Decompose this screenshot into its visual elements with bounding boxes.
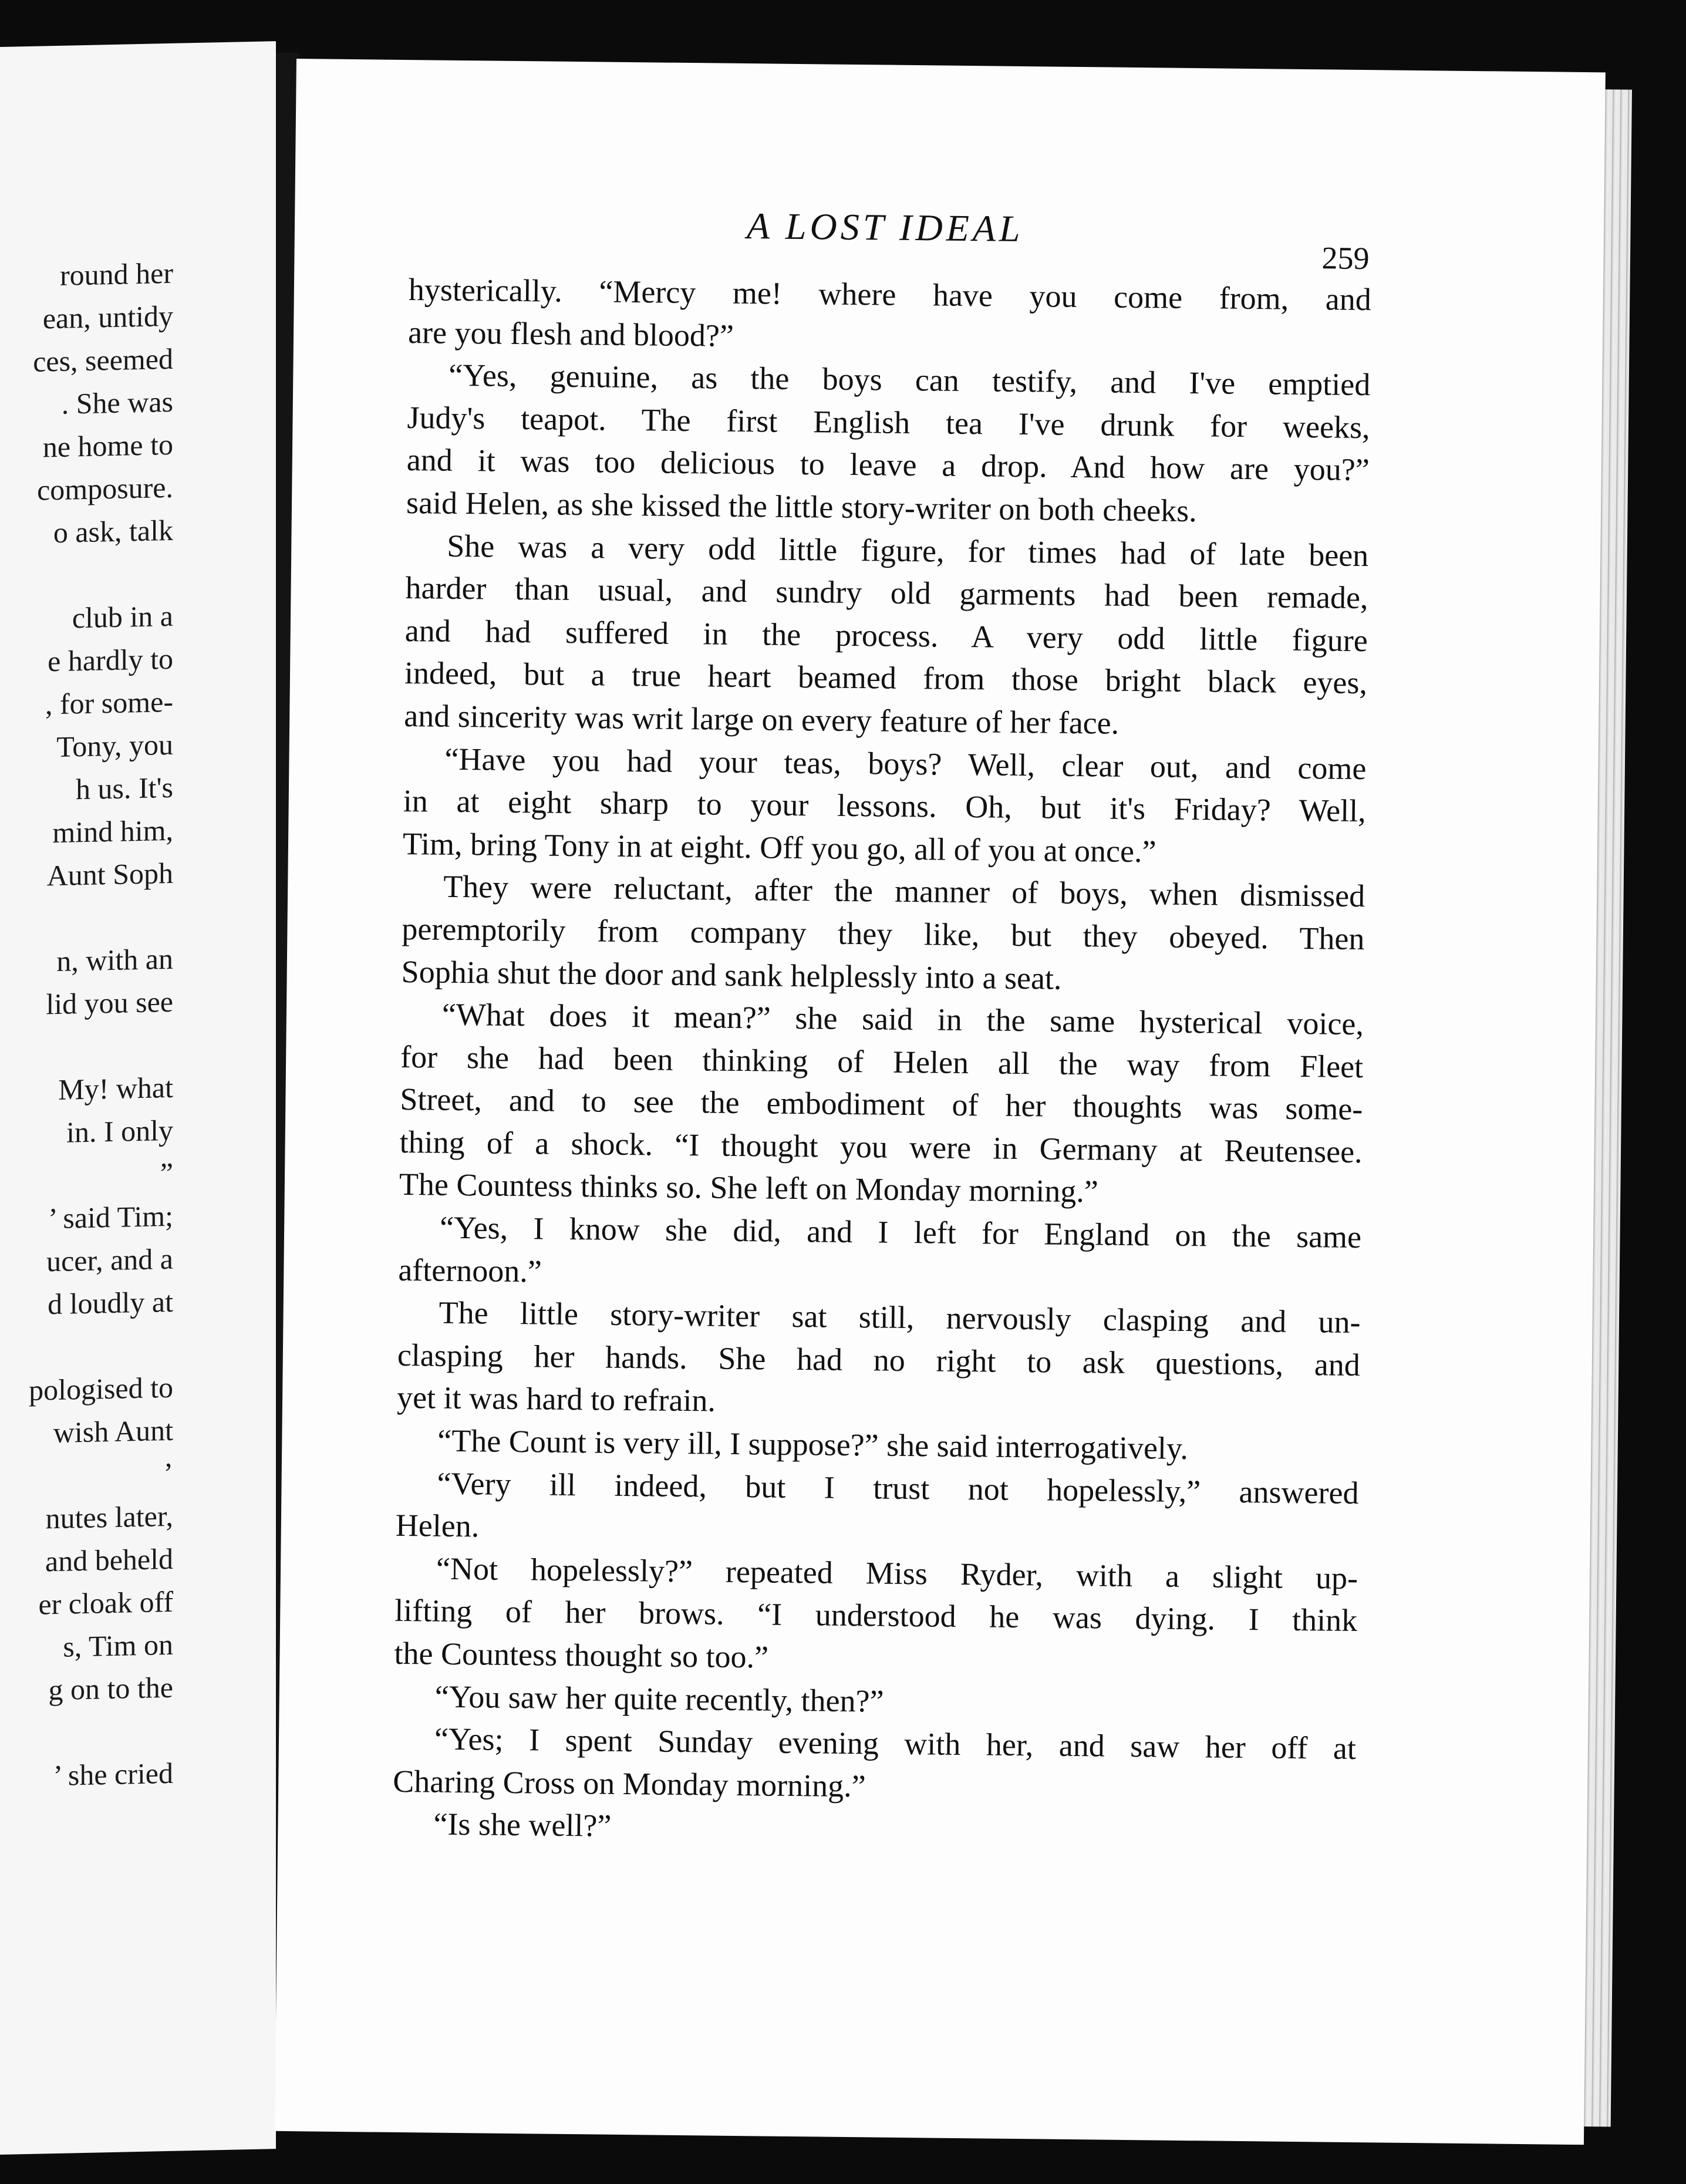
text-line: “Yes, genuine, as the boys can testify, and I've emptied	[449, 357, 1371, 403]
left-page-line: , for some-	[45, 685, 173, 721]
text-line: in at eight sharp to your lessons. Oh, but it's Friday? Well,	[403, 783, 1366, 829]
text-line: She was a very odd little figure, for times had of late been	[447, 528, 1369, 573]
left-page-line	[29, 552, 173, 598]
text-line: said Helen, as she kissed the little story-writer on both cheeks.	[406, 484, 1198, 529]
left-page-line: pologised to	[29, 1370, 173, 1407]
left-page-line: h us. It's	[76, 770, 173, 806]
text-line: for she had been thinking of Helen all the way from Fleet	[400, 1039, 1364, 1084]
left-page-line: round her	[60, 256, 173, 292]
text-line: thing of a shock. “I thought you were in Germany at Reutensee.	[399, 1124, 1363, 1169]
text-line: “Is she well?”	[433, 1806, 612, 1844]
left-page-line: ’ she cried	[53, 1756, 173, 1792]
running-head: A LOST IDEAL	[746, 205, 1024, 250]
left-page-line: e hardly to	[48, 642, 173, 678]
left-page-line: er cloak off	[38, 1585, 173, 1621]
body-text	[392, 268, 1371, 1855]
text-line: hysterically. “Mercy me! where have you come from, and	[408, 272, 1372, 318]
text-line: “The Count is very ill, I suppose?” she said interrogatively.	[437, 1423, 1189, 1467]
left-page-line: lid you see	[46, 985, 173, 1021]
text-line: indeed, but a true heart beamed from those bright black eyes,	[404, 655, 1368, 701]
right-page	[275, 59, 1606, 2145]
text-line: the Countess thought so too.”	[394, 1635, 769, 1675]
text-line: lifting of her brows. “I understood he was dying. I think	[394, 1593, 1358, 1639]
text-line: yet it was hard to refrain.	[396, 1380, 716, 1419]
left-page-line: s, Tim on	[63, 1627, 173, 1663]
text-line: Helen.	[395, 1508, 480, 1544]
text-line: “You saw her quite recently, then?”	[434, 1679, 884, 1719]
left-page-line: and beheld	[45, 1542, 173, 1578]
left-page	[0, 41, 276, 2155]
left-page-line: ’ said Tim;	[48, 1199, 173, 1235]
text-line: Judy's teapot. The first English tea I've drunk for weeks,	[407, 399, 1370, 445]
left-page-line: My! what	[58, 1070, 173, 1106]
text-line: and sincerity was writ large on every feature of her face.	[403, 697, 1119, 741]
left-page-line	[29, 895, 173, 941]
text-line: Sophia shut the door and sank helplessly into a seat.	[401, 953, 1062, 996]
page-number: 259	[1321, 240, 1370, 277]
text-line: “Have you had your teas, boys? Well, clear out, and come	[444, 741, 1367, 786]
text-line: harder than usual, and sundry old garments had been remade,	[405, 570, 1368, 616]
text-line: Tim, bring Tony in at eight. Off you go, all of you at once.”	[402, 825, 1156, 869]
left-page-line: n, with an	[56, 942, 173, 978]
left-page-line	[29, 1323, 173, 1369]
left-page-line	[29, 1023, 173, 1069]
text-line: and it was too delicious to leave a drop. And how are you?”	[406, 442, 1370, 488]
left-page-line: g on to the	[48, 1670, 173, 1707]
text-line: “Very ill indeed, but I trust not hopelessly,” answered	[437, 1465, 1359, 1511]
left-page-line: d loudly at	[48, 1285, 173, 1321]
left-page-line: ucer, and a	[46, 1242, 173, 1278]
text-line: “Yes, I know she did, and I left for England on the same	[439, 1209, 1362, 1255]
text-line: “Yes; I spent Sunday evening with her, and saw her off at	[434, 1721, 1357, 1767]
text-line: and had suffered in the process. A very odd little figure	[404, 612, 1368, 658]
left-page-line: mind him,	[52, 813, 173, 850]
left-page-line: ces, seemed	[33, 342, 173, 378]
text-line: peremptorily from company they like, but they obeyed. Then	[402, 911, 1365, 957]
left-page-line: o ask, talk	[53, 513, 173, 550]
text-line: clasping her hands. She had no right to ask questions, and	[397, 1337, 1361, 1383]
left-page-line	[29, 1709, 173, 1755]
text-line: The little story-writer sat still, nervously clasping and un-	[439, 1295, 1361, 1340]
left-page-line: club in a	[72, 599, 173, 635]
left-page-line: ”	[160, 1156, 173, 1190]
text-line: “What does it mean?” she said in the same hysterical voice,	[441, 996, 1364, 1042]
left-page-line: ne home to	[42, 427, 173, 464]
left-page-line: . She was	[61, 385, 173, 420]
left-page-line: ’	[163, 1456, 173, 1490]
left-page-line: Tony, you	[56, 727, 173, 763]
left-page-line: wish Aunt	[53, 1413, 173, 1450]
text-line: Charing Cross on Monday morning.”	[392, 1763, 866, 1804]
left-page-line: Aunt Soph	[46, 856, 173, 892]
left-page-line: ean, untidy	[42, 299, 173, 335]
text-line: afternoon.”	[398, 1252, 542, 1289]
text-line: are you flesh and blood?”	[407, 314, 734, 353]
text-line: They were reluctant, after the manner of boys, when dismissed	[443, 869, 1365, 914]
text-line: “Not hopelessly?” repeated Miss Ryder, with a slight up-	[436, 1551, 1358, 1596]
left-page-line: composure.	[37, 470, 173, 507]
text-line: The Countess thinks so. She left on Monday morning.”	[399, 1167, 1099, 1209]
left-page-line: nutes later,	[45, 1499, 173, 1535]
left-page-text	[29, 252, 173, 1798]
text-line: Street, and to see the embodiment of her thoughts was some-	[400, 1081, 1363, 1127]
left-page-line: in. I only	[66, 1113, 173, 1149]
